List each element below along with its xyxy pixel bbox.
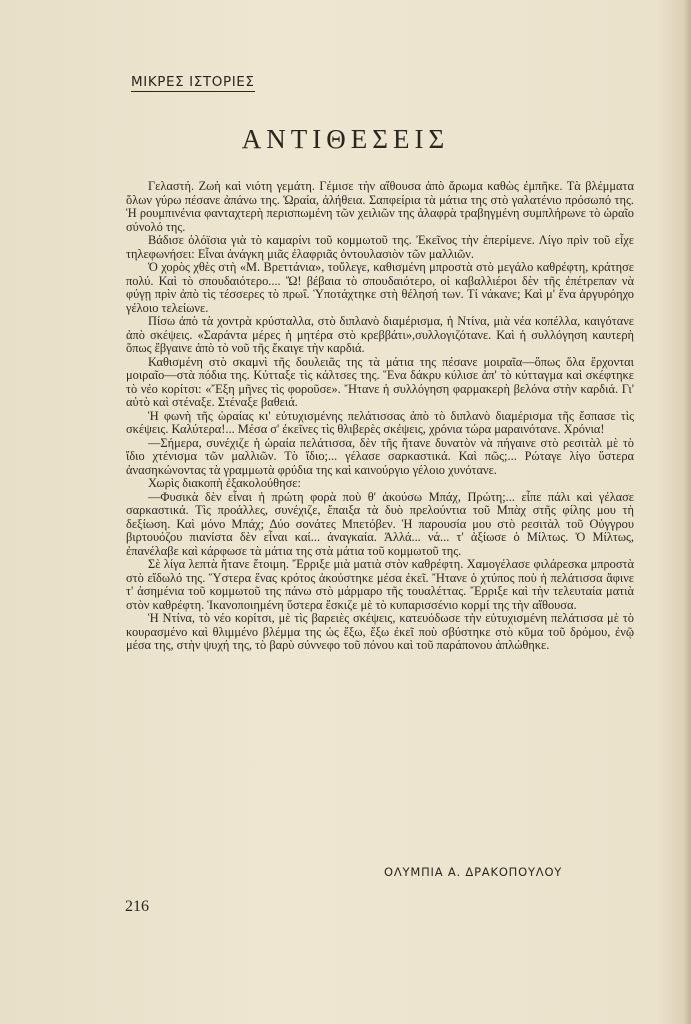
page-number: 216	[125, 898, 149, 915]
paragraph: Καθισμένη στὸ σκαμνὶ τῆς δουλειᾶς της τὰ μάτια της πέσανε μοιραῖα—ὅπως ὅλα ἔρχονται μοιραῖο—στὰ πόδια της. Κύτταξε τὶς κάλτσες της. Ἕνα δάκρυ κύλισε ἀπ' τὸ κύτταγμα καὶ σκέφτηκε τὸ νέο κορίτσι: «Ἔξη μῆνες τὶς φοροῦσε». Ἤτανε ἡ συλλόγηση φαρμακερὴ βελόνα στὴν καρδιά. Γι' αὐτὸ καὶ στέναξε. Στέναξε βαθειά.	[126, 354, 634, 409]
paragraph: Πίσω ἀπὸ τὰ χοντρὰ κρύσταλλα, στὸ διπλανὸ διαμέρισμα, ἡ Ντίνα, μιὰ νέα κοπέλλα, καιγότανε ἀπὸ σκέψεις. «Σαράντα μέρες ἡ μητέρα στὸ κρεββάτι»,συλλογιζότανε. Καὶ ἡ συλλόγηση καυτερὴ ὅπως ἔβγαινε ἀπὸ τὸ νοῦ τῆς ἔκαιγε τὴν καρδιά.	[126, 314, 634, 355]
author-signature: ΟΛΥΜΠΙΑ Α. ΔΡΑΚΟΠΟΥΛΟΥ	[384, 865, 563, 879]
article-body	[126, 180, 634, 653]
paragraph: Ἡ Ντίνα, τὸ νέο κορίτσι, μὲ τὶς βαρειὲς σκέψεις, κατευόδωσε τὴν εὐτυχισμένη πελάτισσα μὲ τὸ κουρασμένο καὶ θλιμμένο βλέμμα της ὡς ἔξω, ἔξω ἐκεῖ ποὺ σβύστηκε στὸ κῦμα τοῦ δρόμου, ἐνῷ μέσα της, στὴν ψυχή της, τὸ βαρὺ σύννεφο τοῦ πόνου καὶ τοῦ παράπονου ἁπλώθηκε.	[126, 611, 634, 652]
paragraph: Βάδισε ὁλόϊσια γιὰ τὸ καμαρίνι τοῦ κομμωτοῦ της. Ἐκεῖνος τὴν ἐπερίμενε. Λίγο πρὶν τοῦ εἶχε τηλεφωνήσει: Εἶναι ἀνάγκη μιᾶς ἐλαφριᾶς ὀντουλασιὸν τῶν μαλλιῶν.	[126, 233, 634, 261]
paragraph: Χωρὶς διακοπὴ ἐξακολούθησε:	[148, 476, 301, 490]
paragraph: Ἡ φωνὴ τῆς ὡραίας κι' εὐτυχισμένης πελάτισσας ἀπὸ τὸ διπλανὸ διαμέρισμα τῆς ἔσπασε τὶς σκέψεις. Καλύτερα!... Μέσα σ' ἐκεῖνες τὶς θλιβερὲς σκέψεις, χρόνια τώρα μαραινότανε. Χρόνια!	[126, 408, 634, 436]
paragraph: Σὲ λίγα λεπτὰ ἤτανε ἕτοιμη. Ἔρριξε μιὰ ματιὰ στὸν καθρέφτη. Χαμογέλασε φιλάρεσκα μπροστὰ στὸ εἴδωλό της. Ὕστερα ἕνας κρότος ἀκούστηκε μέσα ἐκεῖ. Ἤτανε ὁ χτύπος ποὺ ἡ πελάτισσα ἄφινε τ' ἀσημένια τοῦ κομμωτοῦ της πάνω στὸ μάρμαρο τῆς τουαλέττας. Ἔρριξε καὶ τὴν τελευταία ματιὰ στὸν καθρέφτη. Ἱκανοποιημένη ὕστερα ἔσκιζε μὲ τὸ κυπαρισσένιο κορμί της τὴν αἴθουσα.	[126, 557, 634, 612]
section-label: ΜΙΚΡΕΣ ΙΣΤΟΡΙΕΣ	[131, 74, 255, 90]
paragraph: Ὁ χορὸς χθὲς στὴ «Μ. Βρεττάνια», τοὔλεγε, καθισμένη μπροστὰ στὸ μεγάλο καθρέφτη, κράτησε πολύ. Καὶ τὸ σπουδαιότερο.... Ὤ! βέβαια τὸ σπουδαιότερο, οἱ καβαλλιέροι δὲν τῆς ἐπέτρεπαν νὰ φύγῃ πρὶν ἀπὸ τὶς τέσσερες τὸ πρωΐ. Ὑποτάχτηκε στὴ θέλησή των. Τί νάκανε; Καὶ μ' ἕνα ἀργυρόηχο γέλοιο τελείωνε.	[126, 260, 634, 315]
paragraph: Γελαστή. Ζωὴ καὶ νιότη γεμάτη. Γέμισε τὴν αἴθουσα ἀπὸ ἄρωμα καθὼς ἐμπῆκε. Τὰ βλέμματα ὅλων γύρω πέσανε ἀπάνω της. Ὡραία, ἀλήθεια. Σαπφείρια τὰ μάτια της στὸ γαλατένιο πρόσωπό της. Ἡ ρουμπινένια φανταχτερὴ περισπωμένη τῶν χειλιῶν της ἀλαφρὰ τραβηγμένη συμπλήρωνε τὸ ὡραῖο σύνολό της.	[126, 179, 634, 234]
paragraph: —Φυσικὰ δὲν εἶναι ἡ πρώτη φορὰ ποὺ θ' ἀκούσω Μπάχ, Πρώτη;... εἶπε πάλι καὶ γέλασε σαρκαστικά. Τὶς προάλλες, συνέχιζε, ἔπαιξα τὰ δυὸ πρελούντια τοῦ Μπὰχ στῆς φίλης μου τὴ δεξίωση. Καὶ μόνο Μπάχ; Δύο σονάτες Μπετόβεν. Ἡ παρουσία μου στὸ ρεσιτὰλ τοῦ Οὐγγρου βιρτουόζου πιανίστα δὲν εἶναι καί... ἀναγκαία. Ἀλλά... νά... τ' ἀξίωσε ὁ Μίλτως. Ὁ Μίλτως, ἐπανέλαβε καὶ κάρφωσε τὰ μάτια της στὰ μάτια τοῦ κομμωτοῦ της.	[126, 489, 634, 558]
article-title: ΑΝΤΙΘΕΣΕΙΣ	[241, 124, 450, 154]
paragraph: —Σήμερα, συνέχιζε ἡ ὡραία πελάτισσα, δὲν τῆς ἤτανε δυνατὸν νὰ πήγαινε στὸ ρεσιτὰλ μὲ τὸ ἴδιο χτένισμα τῶν μαλλιῶν. Τὸ ἴδιο;... γέλασε σαρκαστικά. Καὶ πῶς;... Ρώταγε λίγο ὕστερα ἀνασηκώνοντας τὰ γραμμωτὰ φρύδια της καὶ καινούργιο γέλοιο χυνότανε.	[126, 435, 634, 477]
